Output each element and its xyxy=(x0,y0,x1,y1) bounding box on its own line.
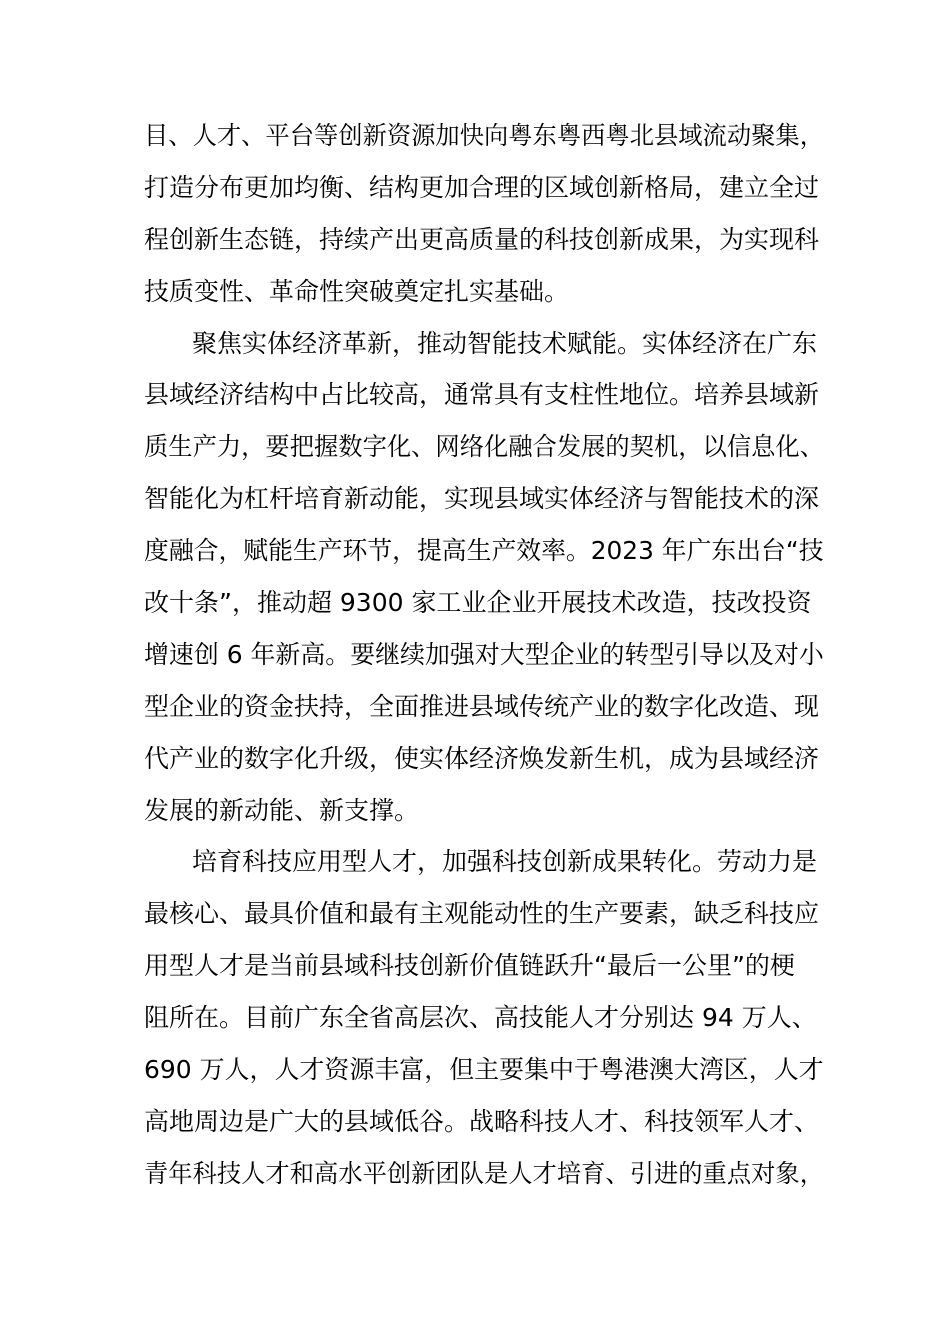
text-line: 改十条”，推动超 9300 家工业企业开展技术改造，技改投资 xyxy=(144,588,812,617)
text-line: 代产业的数字化升级，使实体经济焕发新生机，成为县域经济 xyxy=(144,744,820,773)
text-line: 青年科技人才和高水平创新团队是人才培育、引进的重点对象， xyxy=(144,1159,824,1188)
paragraph-first-line: 聚焦实体经济革新，推动智能技术赋能。实体经济在广东 xyxy=(192,329,818,358)
text-line: 度融合，赋能生产环节，提高生产效率。2023 年广东出台“技 xyxy=(144,536,824,565)
text-line: 最核心、最具价值和最有主观能动性的生产要素，缺乏科技应 xyxy=(144,899,820,928)
text-line: 发展的新动能、新支撑。 xyxy=(144,796,420,825)
text-line: 高地周边是广大的县域低谷。战略科技人才、科技领军人才、 xyxy=(144,1107,820,1136)
text-line: 县域经济结构中占比较高，通常具有支柱性地位。培养县域新 xyxy=(144,380,820,409)
text-line: 用型人才是当前县域科技创新价值链跃升“最后一公里”的梗 xyxy=(144,951,795,980)
text-line: 技质变性、革命性突破奠定扎实基础。 xyxy=(144,277,570,306)
text-line: 打造分布更加均衡、结构更加合理的区域创新格局，建立全过 xyxy=(144,173,820,202)
text-line: 阻所在。目前广东全省高层次、高技能人才分别达 94 万人、 xyxy=(144,1003,817,1032)
text-line: 增速创 6 年新高。要继续加强对大型企业的转型引导以及对小 xyxy=(144,640,824,669)
text-line: 程创新生态链，持续产出更高质量的科技创新成果，为实现科 xyxy=(144,225,820,254)
text-line: 目、人才、平台等创新资源加快向粤东粤西粤北县域流动聚集， xyxy=(144,121,824,150)
text-line: 质生产力，要把握数字化、网络化融合发展的契机，以信息化、 xyxy=(144,432,824,461)
text-line: 型企业的资金扶持，全面推进县域传统产业的数字化改造、现 xyxy=(144,692,820,721)
paragraph-first-line: 培育科技应用型人才，加强科技创新成果转化。劳动力是 xyxy=(192,847,818,876)
text-line: 690 万人，人才资源丰富，但主要集中于粤港澳大湾区，人才 xyxy=(144,1055,824,1084)
text-line: 智能化为杠杆培育新动能，实现县域实体经济与智能技术的深 xyxy=(144,484,820,513)
